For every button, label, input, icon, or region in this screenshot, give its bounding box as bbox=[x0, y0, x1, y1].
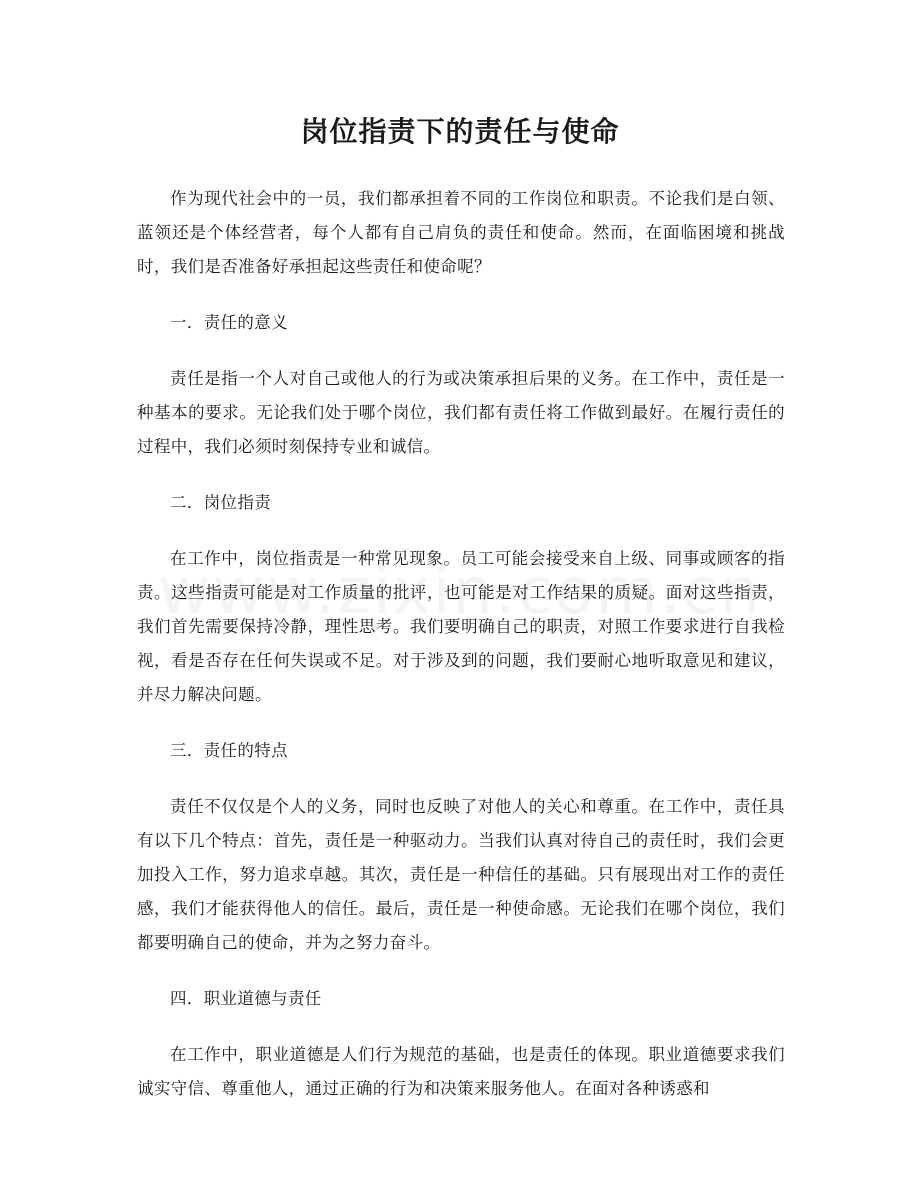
section-1-paragraph: 责任是指一个人对自己或他人的行为或决策承担后果的义务。在工作中，责任是一种基本的要求。无论我们处于哪个岗位，我们都有责任将工作做到最好。在履行责任的过程中，我们必须时刻保持专业和诚信。 bbox=[137, 369, 785, 456]
section-heading-2: 二．岗位指责 bbox=[170, 493, 272, 512]
document-title: 岗位指责下的责任与使命 bbox=[300, 115, 620, 148]
document-body bbox=[137, 182, 785, 1128]
section-2-paragraph: 在工作中，岗位指责是一种常见现象。员工可能会接受来自上级、同事或顾客的指责。这些指责可能是对工作质量的批评，也可能是对工作结果的质疑。面对这些指责，我们首先需要保持冷静，理性思考。我们要明确自己的职责，对照工作要求进行自我检视，看是否存在任何失误或不足。对于涉及到的问题，我们要耐心地听取意见和建议，并尽力解决问题。 bbox=[137, 549, 785, 704]
section-heading-1: 一．责任的意义 bbox=[170, 313, 288, 332]
section-heading-3: 三．责任的特点 bbox=[170, 741, 288, 760]
section-4-paragraph: 在工作中，职业道德是人们行为规范的基础，也是责任的体现。职业道德要求我们诚实守信、尊重他人，通过正确的行为和决策来服务他人。在面对各种诱惑和 bbox=[137, 1045, 785, 1098]
section-3-paragraph: 责任不仅仅是个人的义务，同时也反映了对他人的关心和尊重。在工作中，责任具有以下几个特点：首先，责任是一种驱动力。当我们认真对待自己的责任时，我们会更加投入工作，努力追求卓越。其次，责任是一种信任的基础。只有展现出对工作的责任感，我们才能获得他人的信任。最后，责任是一种使命感。无论我们在哪个岗位，我们都要明确自己的使命，并为之努力奋斗。 bbox=[137, 797, 785, 952]
intro-paragraph: 作为现代社会中的一员，我们都承担着不同的工作岗位和职责。不论我们是白领、蓝领还是个体经营者，每个人都有自己肩负的责任和使命。然而，在面临困境和挑战时，我们是否准备好承担起这些责任和使命呢？ bbox=[137, 189, 785, 276]
section-heading-4: 四．职业道德与责任 bbox=[170, 989, 322, 1008]
